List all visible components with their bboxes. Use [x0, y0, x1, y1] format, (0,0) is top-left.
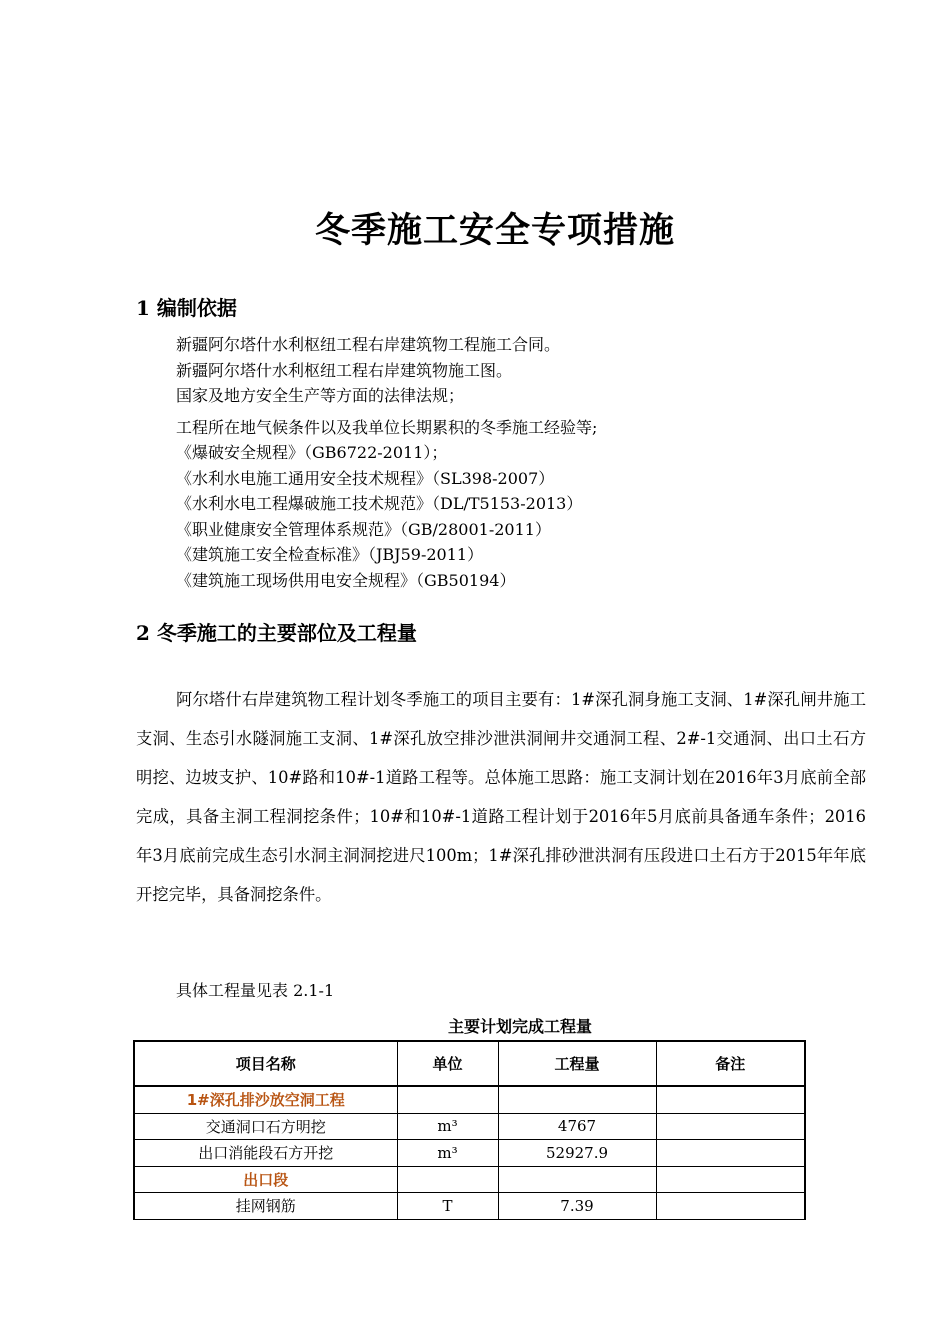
unit-cell: m³ — [397, 1113, 498, 1140]
section-heading-winter-works: 2 冬季施工的主要部位及工程量 — [136, 621, 417, 645]
table-header-row — [134, 1041, 805, 1086]
item-name-cell: 出口消能段石方开挖 — [134, 1140, 397, 1167]
basis-item: 工程所在地气候条件以及我单位长期累积的冬季施工经验等; — [176, 417, 598, 437]
basis-item: 《爆破安全规程》（GB6722-2011）； — [176, 443, 448, 462]
remark-cell — [656, 1140, 805, 1167]
basis-item: 新疆阿尔塔什水利枢纽工程右岸建筑物工程施工合同。 — [176, 335, 561, 354]
column-header-quantity: 工程量 — [498, 1041, 656, 1086]
table-caption: 主要计划完成工程量 — [447, 1017, 592, 1036]
remark-cell — [656, 1193, 805, 1220]
item-name-cell: 挂网钢筋 — [134, 1193, 397, 1220]
document-title: 冬季施工安全专项措施 — [314, 210, 675, 251]
basis-item: 《职业健康安全管理体系规范》（GB/28001-2011） — [176, 519, 551, 539]
unit-cell — [397, 1166, 498, 1193]
basis-item: 《水利水电施工通用安全技术规程》（SL398-2007） — [176, 468, 555, 488]
quantity-cell: 7.39 — [498, 1193, 656, 1220]
basis-item: 新疆阿尔塔什水利枢纽工程右岸建筑物施工图。 — [176, 360, 513, 380]
basis-item: 《建筑施工安全检查标准》（JBJ59-2011） — [176, 545, 484, 564]
remark-cell — [656, 1113, 805, 1140]
body-paragraph: 阿尔塔什右岸建筑物工程计划冬季施工的项目主要有：1#深孔洞身施工支洞、1#深孔闸井施工支洞、生态引水隧洞施工支洞、1#深孔放空排沙泄洪洞闸井交通洞工程、2#-1交通洞、出口土石方明挖、边坡支护、10#路和10#-1道路工程等。总体施工思路：施工支洞计划在2016年3月底前全部完成，具备主洞工程洞挖条件；10#和10#-1道路工程计划于2016年5月底前具备通车条件；2016年3月底前完成生态引水洞主洞洞挖进尺100m；1#深孔排砂泄洪洞有压段进口土石方于2015年年底开挖完毕，具备洞挖条件。 — [136, 690, 866, 904]
basis-item: 国家及地方安全生产等方面的法律法规； — [176, 386, 465, 405]
column-header-item: 项目名称 — [134, 1041, 397, 1086]
column-header-remark: 备注 — [656, 1041, 805, 1086]
group-name-cell: 出口段 — [134, 1166, 397, 1193]
quantity-cell: 52927.9 — [498, 1140, 656, 1167]
quantity-cell — [498, 1086, 656, 1113]
remark-cell — [656, 1086, 805, 1113]
table-row — [134, 1193, 805, 1220]
quantity-table — [133, 1040, 806, 1220]
table-reference: 具体工程量见表 2.1-1 — [176, 981, 335, 1000]
table-row — [134, 1086, 805, 1113]
remark-cell — [656, 1166, 805, 1193]
table-row — [134, 1113, 805, 1140]
quantity-cell: 4767 — [498, 1113, 656, 1140]
unit-cell: m³ — [397, 1140, 498, 1167]
section-heading-basis: 1 编制依据 — [136, 296, 237, 320]
group-name-cell: 1#深孔排沙放空洞工程 — [134, 1086, 397, 1113]
table-row — [134, 1166, 805, 1193]
unit-cell: T — [397, 1193, 498, 1220]
basis-item: 《建筑施工现场供用电安全规程》（GB50194） — [176, 570, 516, 590]
quantity-cell — [498, 1166, 656, 1193]
unit-cell — [397, 1086, 498, 1113]
basis-item: 《水利水电工程爆破施工技术规范》（DL/T5153-2013） — [176, 494, 583, 513]
table-row — [134, 1140, 805, 1167]
basis-list — [176, 332, 597, 593]
column-header-unit: 单位 — [397, 1041, 498, 1086]
item-name-cell: 交通洞口石方明挖 — [134, 1113, 397, 1140]
